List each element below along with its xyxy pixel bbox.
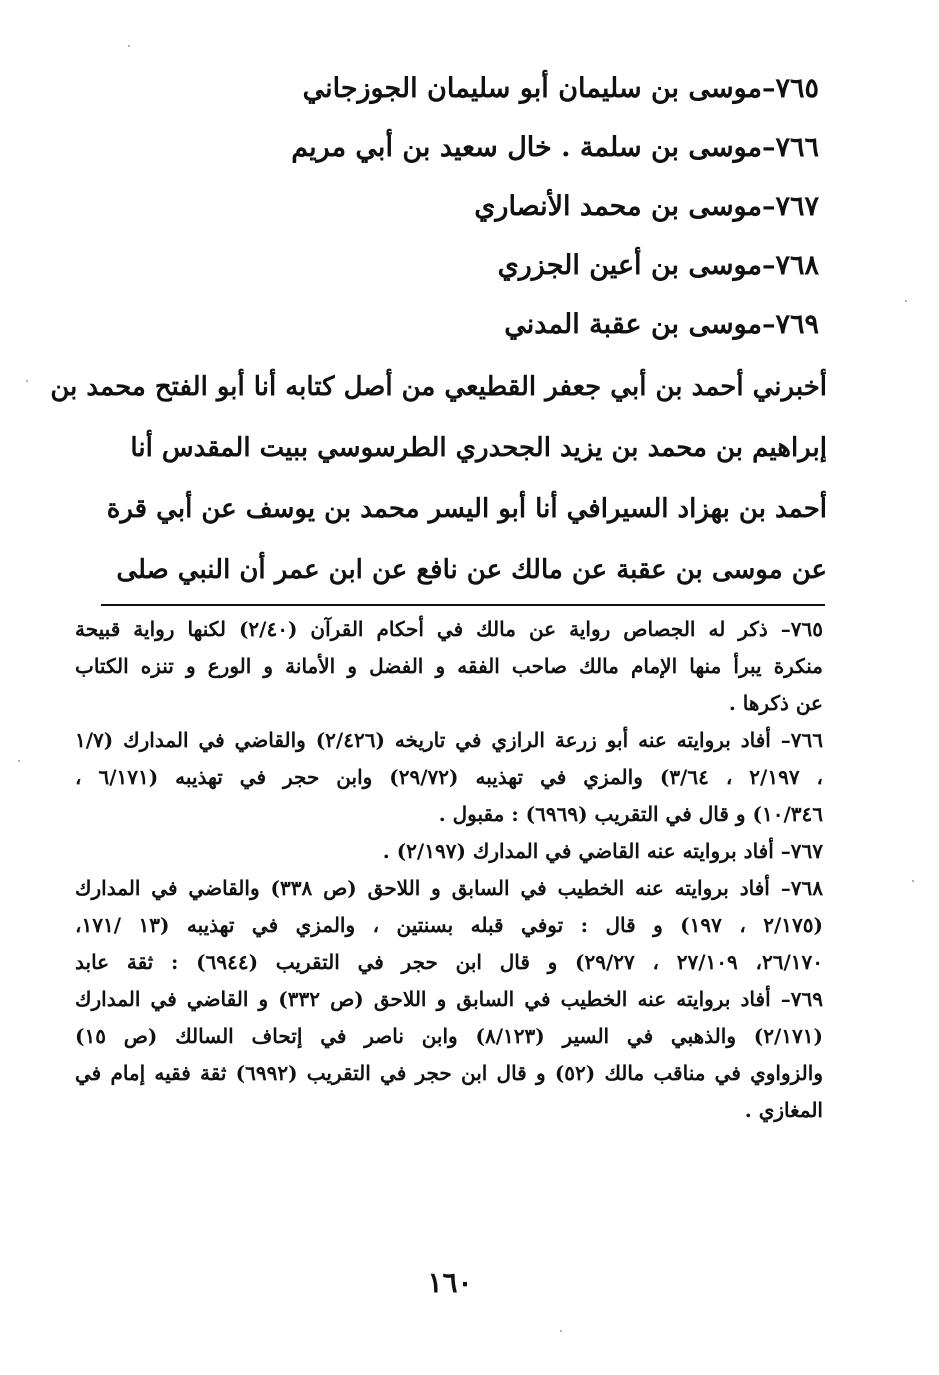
footnote-line: ٧٦٦– أفاد بروايته عنه أبو زرعة الرازي في تاريخه (٢/٤٢٦) والقاضي في المدارك (١/٧ xyxy=(75,728,823,752)
narrator-entry: ٧٦٧–موسى بن محمد الأنصاري xyxy=(474,191,819,222)
text-line: إبراهيم بن محمد بن يزيد الجحدري الطرسوسي ببيت المقدس أنا xyxy=(130,433,827,463)
footnote-line: ٧٦٧– أفاد بروايته عنه القاضي في المدارك (٢/١٩٧) . xyxy=(382,839,823,863)
page-number: ١٦٠ xyxy=(427,1266,473,1299)
narrator-entry: ٧٦٨–موسى بن أعين الجزري xyxy=(497,250,819,281)
text-line: أخبرني أحمد بن أبي جعفر القطيعي من أصل كتابه أنا أبو الفتح محمد بن xyxy=(50,372,827,402)
narrator-entry: ٧٦٥–موسى بن سليمان أبو سليمان الجوزجاني xyxy=(302,73,819,104)
footnote-line: ٧٦٨– أفاد بروايته عنه الخطيب في السابق و اللاحق (ص ٣٣٨) والقاضي في المدارك xyxy=(75,876,823,900)
footnote-line: ، ٢/١٩٧ ، ٣/٦٤) والمزي في تهذيبه (٢٩/٧٢) وابن حجر في تهذيبه (٦/١٧١ ، xyxy=(75,765,824,789)
narrator-entry: ٧٦٦–موسى بن سلمة . خال سعيد بن أبي مريم xyxy=(291,132,819,163)
footnote-divider xyxy=(101,604,825,606)
footnote-line: ٧٦٩– أفاد بروايته عنه الخطيب في السابق و اللاحق (ص ٣٣٢) و القاضي في المدارك xyxy=(75,987,823,1011)
text-line: أحمد بن بهزاد السيرافي أنا أبو اليسر محمد بن يوسف عن أبي قرة xyxy=(106,494,827,524)
footnote-line: عن ذكرها . xyxy=(728,691,823,715)
scan-speck xyxy=(26,380,28,382)
footnote-line: منكرة يبرأ منها الإمام مالك صاحب الفقه و الفضل و الأمانة و الورع و تنزه الكتاب xyxy=(75,654,823,678)
footnote-line: ٧٦٥– ذكر له الجصاص رواية عن مالك في أحكام القرآن (٢/٤٠) لكنها رواية قبيحة xyxy=(75,617,824,641)
footnotes xyxy=(75,614,823,1132)
scan-speck xyxy=(905,300,907,302)
scan-speck xyxy=(128,45,130,47)
footnote-line: والزواوي في مناقب مالك (٥٢) و قال ابن حجر في التقريب (٦٩٩٢) ثقة فقيه إمام في xyxy=(75,1061,823,1085)
footnote-line: ١٠/٣٤٦) و قال في التقريب (٦٩٦٩) : مقبول . xyxy=(438,802,823,826)
scan-speck xyxy=(18,760,20,762)
text-line: عن موسى بن عقبة عن مالك عن نافع عن ابن عمر أن النبي صلى xyxy=(116,555,827,585)
narrator-entries xyxy=(259,74,819,369)
scan-speck xyxy=(560,1330,562,1332)
narrator-entry: ٧٦٩–موسى بن عقبة المدني xyxy=(504,309,819,340)
scan-speck xyxy=(912,880,914,882)
footnote-line: (٢/١٧٥ ، ١٩٧) و قال : توفي قبله بسنتين ، والمزي في تهذيبه (١٣ /١٧١، xyxy=(75,913,823,937)
footnote-line: (٢/١٧١) والذهبي في السير (٨/١٢٣) وابن ناصر في إتحاف السالك (ص ١٥) xyxy=(75,1024,823,1048)
hadith-chain-text xyxy=(50,370,827,614)
footnote-line: ٢٦/١٧٠، ٢٧/١٠٩ ، ٢٩/٢٧) و قال ابن حجر في التقريب (٦٩٤٤) : ثقة عابد xyxy=(75,950,823,974)
footnote-line: المغازي . xyxy=(744,1098,823,1122)
